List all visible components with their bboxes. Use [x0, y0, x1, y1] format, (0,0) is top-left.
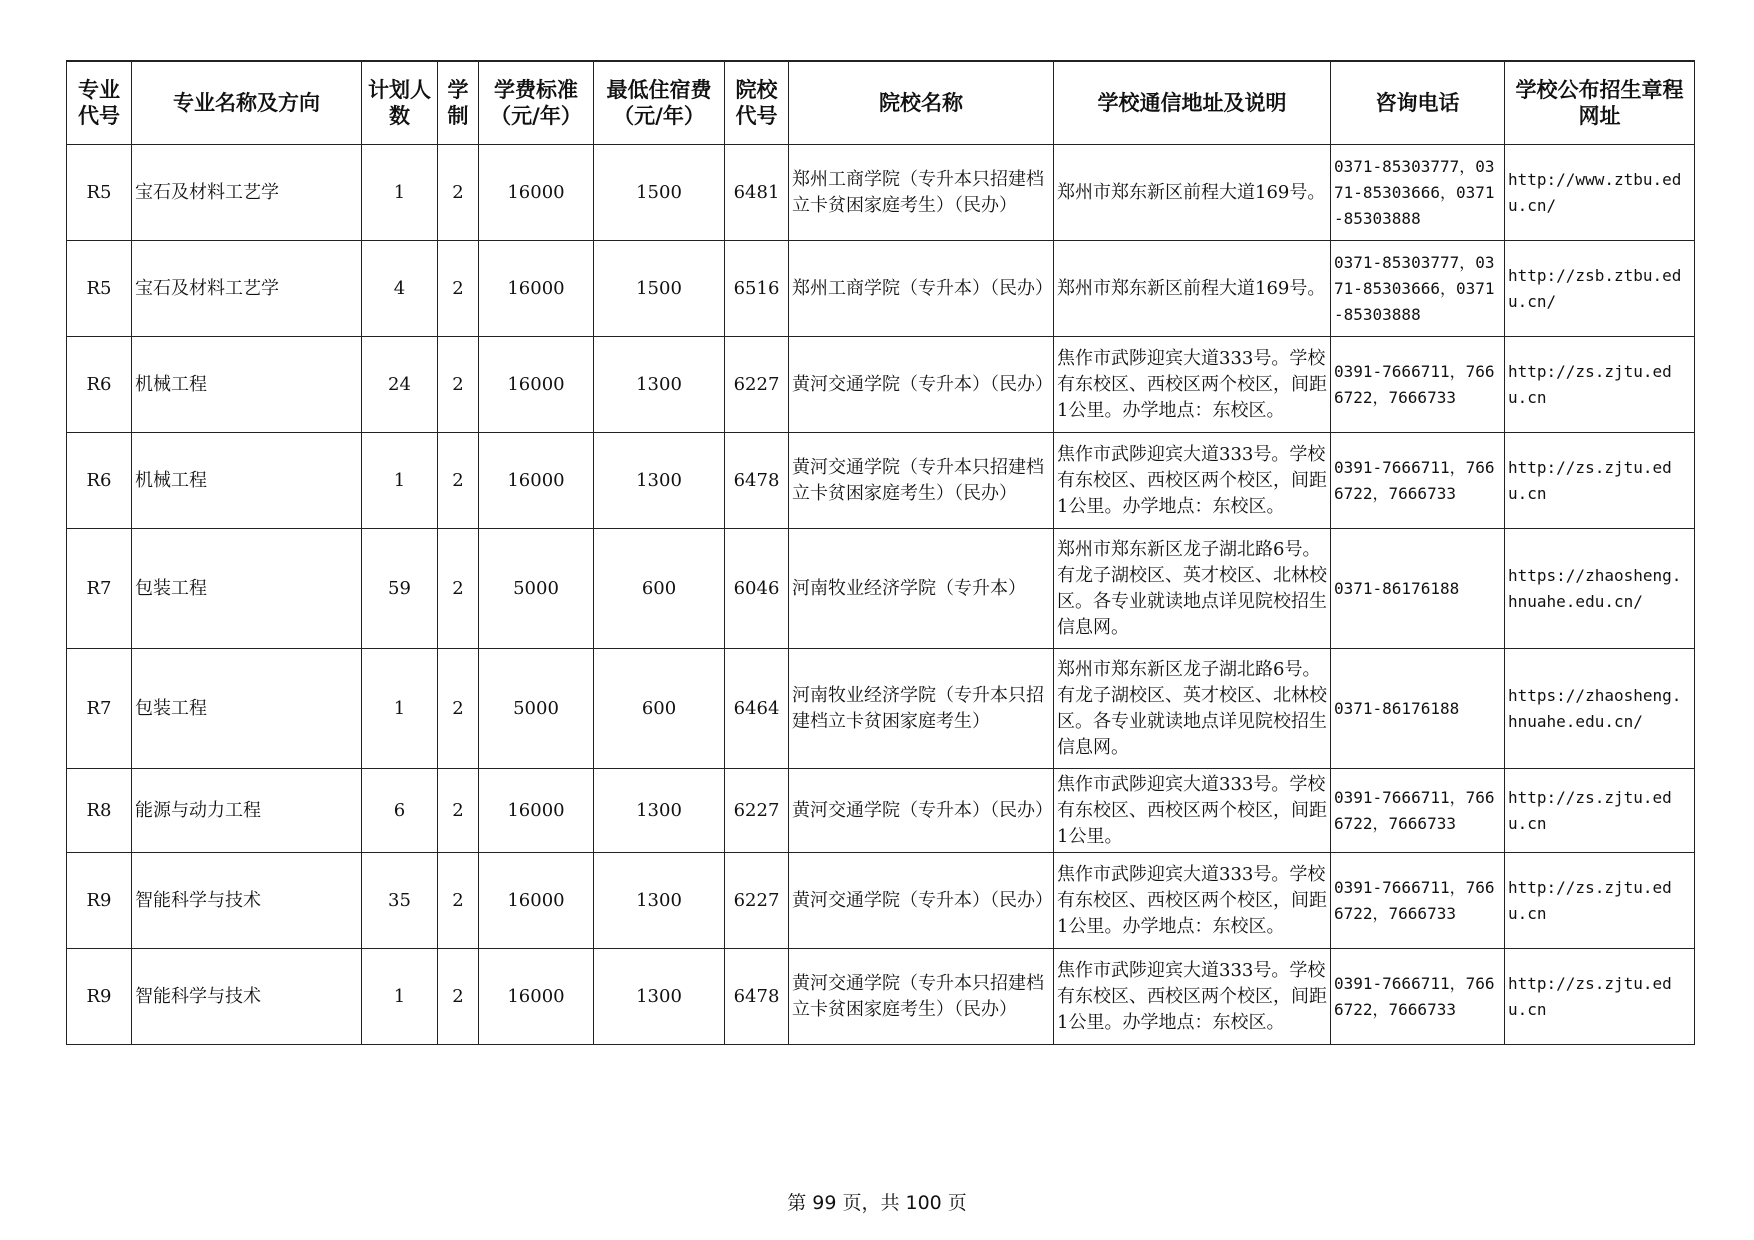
table-row: [67, 769, 1695, 853]
table-row: [67, 337, 1695, 433]
cell-website[interactable]: https://zhaosheng.hnuahe.edu.cn/: [1505, 649, 1695, 769]
cell-school-code: 6046: [725, 529, 789, 649]
cell-phone: 0371-86176188: [1331, 649, 1505, 769]
cell-phone: 0391-7666711，7666722，7666733: [1331, 433, 1505, 529]
table-row: [67, 433, 1695, 529]
cell-phone: 0371-85303777，0371-85303666，0371-85303888: [1331, 241, 1505, 337]
cell-plan-count: 1: [362, 949, 438, 1045]
cell-tuition: 16000: [479, 769, 594, 853]
cell-tuition: 16000: [479, 145, 594, 241]
header-major-name: 专业名称及方向: [132, 61, 362, 145]
cell-tuition: 16000: [479, 337, 594, 433]
page-number: 第 99 页，共 100 页: [787, 1192, 967, 1214]
header-tuition: 学费标准（元/年）: [479, 61, 594, 145]
cell-school-name: 郑州工商学院（专升本只招建档立卡贫困家庭考生）（民办）: [789, 145, 1054, 241]
cell-major-name: 能源与动力工程: [132, 769, 362, 853]
header-accommodation-fee: 最低住宿费（元/年）: [594, 61, 725, 145]
cell-phone: 0391-7666711，7666722，7666733: [1331, 853, 1505, 949]
cell-major-code: R5: [67, 145, 132, 241]
cell-tuition: 16000: [479, 241, 594, 337]
table-row: [67, 529, 1695, 649]
cell-phone: 0371-86176188: [1331, 529, 1505, 649]
header-school-code: 院校代号: [725, 61, 789, 145]
cell-website[interactable]: https://zhaosheng.hnuahe.edu.cn/: [1505, 529, 1695, 649]
cell-address: 焦作市武陟迎宾大道333号。学校有东校区、西校区两个校区，间距1公里。办学地点：东校区。: [1054, 433, 1331, 529]
cell-major-code: R6: [67, 433, 132, 529]
cell-plan-count: 24: [362, 337, 438, 433]
cell-accommodation-fee: 1300: [594, 949, 725, 1045]
cell-school-name: 黄河交通学院（专升本）（民办）: [789, 769, 1054, 853]
header-phone: 咨询电话: [1331, 61, 1505, 145]
header-plan-count: 计划人数: [362, 61, 438, 145]
header-school-name: 院校名称: [789, 61, 1054, 145]
cell-major-name: 宝石及材料工艺学: [132, 241, 362, 337]
cell-major-name: 包装工程: [132, 649, 362, 769]
cell-phone: 0391-7666711，7666722，7666733: [1331, 949, 1505, 1045]
cell-major-name: 智能科学与技术: [132, 853, 362, 949]
header-website: 学校公布招生章程网址: [1505, 61, 1695, 145]
cell-website[interactable]: http://zs.zjtu.edu.cn: [1505, 949, 1695, 1045]
cell-accommodation-fee: 600: [594, 529, 725, 649]
cell-school-code: 6227: [725, 853, 789, 949]
cell-major-code: R5: [67, 241, 132, 337]
cell-accommodation-fee: 1300: [594, 769, 725, 853]
cell-website[interactable]: http://zs.zjtu.edu.cn: [1505, 433, 1695, 529]
cell-major-code: R6: [67, 337, 132, 433]
cell-duration: 2: [438, 145, 479, 241]
table-header: [67, 61, 1695, 145]
cell-school-name: 河南牧业经济学院（专升本）: [789, 529, 1054, 649]
cell-school-code: 6478: [725, 433, 789, 529]
cell-plan-count: 59: [362, 529, 438, 649]
cell-duration: 2: [438, 337, 479, 433]
table-row: [67, 853, 1695, 949]
cell-accommodation-fee: 1300: [594, 337, 725, 433]
cell-duration: 2: [438, 949, 479, 1045]
table-row: [67, 949, 1695, 1045]
cell-plan-count: 1: [362, 145, 438, 241]
cell-major-code: R7: [67, 649, 132, 769]
cell-plan-count: 35: [362, 853, 438, 949]
cell-phone: 0371-85303777，0371-85303666，0371-85303888: [1331, 145, 1505, 241]
cell-school-name: 黄河交通学院（专升本）（民办）: [789, 337, 1054, 433]
table-body: [67, 145, 1695, 1045]
cell-major-name: 宝石及材料工艺学: [132, 145, 362, 241]
cell-accommodation-fee: 1300: [594, 853, 725, 949]
cell-major-name: 机械工程: [132, 337, 362, 433]
table-row: [67, 649, 1695, 769]
cell-address: 焦作市武陟迎宾大道333号。学校有东校区、西校区两个校区，间距1公里。办学地点：东校区。: [1054, 853, 1331, 949]
cell-accommodation-fee: 1500: [594, 241, 725, 337]
cell-tuition: 16000: [479, 853, 594, 949]
cell-address: 焦作市武陟迎宾大道333号。学校有东校区、西校区两个校区，间距1公里。: [1054, 769, 1331, 853]
cell-school-code: 6481: [725, 145, 789, 241]
cell-major-code: R9: [67, 949, 132, 1045]
cell-duration: 2: [438, 433, 479, 529]
table-row: [67, 145, 1695, 241]
cell-phone: 0391-7666711，7666722，7666733: [1331, 769, 1505, 853]
cell-tuition: 16000: [479, 433, 594, 529]
cell-website[interactable]: http://zsb.ztbu.edu.cn/: [1505, 241, 1695, 337]
cell-website[interactable]: http://www.ztbu.edu.cn/: [1505, 145, 1695, 241]
cell-address: 郑州市郑东新区前程大道169号。: [1054, 145, 1331, 241]
cell-phone: 0391-7666711，7666722，7666733: [1331, 337, 1505, 433]
header-row: [67, 61, 1695, 145]
cell-duration: 2: [438, 649, 479, 769]
cell-accommodation-fee: 1500: [594, 145, 725, 241]
cell-school-name: 河南牧业经济学院（专升本只招建档立卡贫困家庭考生）: [789, 649, 1054, 769]
cell-tuition: 5000: [479, 529, 594, 649]
admissions-table: [66, 60, 1695, 1045]
cell-school-name: 黄河交通学院（专升本只招建档立卡贫困家庭考生）（民办）: [789, 949, 1054, 1045]
cell-major-code: R8: [67, 769, 132, 853]
header-address: 学校通信地址及说明: [1054, 61, 1331, 145]
cell-plan-count: 4: [362, 241, 438, 337]
cell-school-name: 黄河交通学院（专升本只招建档立卡贫困家庭考生）（民办）: [789, 433, 1054, 529]
cell-school-code: 6227: [725, 337, 789, 433]
cell-duration: 2: [438, 769, 479, 853]
cell-major-code: R7: [67, 529, 132, 649]
cell-website[interactable]: http://zs.zjtu.edu.cn: [1505, 853, 1695, 949]
cell-major-name: 机械工程: [132, 433, 362, 529]
cell-address: 焦作市武陟迎宾大道333号。学校有东校区、西校区两个校区，间距1公里。办学地点：东校区。: [1054, 949, 1331, 1045]
cell-major-name: 智能科学与技术: [132, 949, 362, 1045]
cell-major-name: 包装工程: [132, 529, 362, 649]
cell-address: 郑州市郑东新区龙子湖北路6号。有龙子湖校区、英才校区、北林校区。各专业就读地点详见院校招生信息网。: [1054, 529, 1331, 649]
cell-plan-count: 1: [362, 433, 438, 529]
cell-duration: 2: [438, 529, 479, 649]
cell-address: 郑州市郑东新区龙子湖北路6号。有龙子湖校区、英才校区、北林校区。各专业就读地点详见院校招生信息网。: [1054, 649, 1331, 769]
cell-plan-count: 6: [362, 769, 438, 853]
cell-accommodation-fee: 1300: [594, 433, 725, 529]
cell-duration: 2: [438, 241, 479, 337]
cell-school-code: 6478: [725, 949, 789, 1045]
header-duration: 学制: [438, 61, 479, 145]
cell-plan-count: 1: [362, 649, 438, 769]
cell-address: 郑州市郑东新区前程大道169号。: [1054, 241, 1331, 337]
table-row: [67, 241, 1695, 337]
cell-address: 焦作市武陟迎宾大道333号。学校有东校区、西校区两个校区，间距1公里。办学地点：东校区。: [1054, 337, 1331, 433]
cell-school-code: 6464: [725, 649, 789, 769]
cell-tuition: 16000: [479, 949, 594, 1045]
cell-school-code: 6227: [725, 769, 789, 853]
header-major-code: 专业代号: [67, 61, 132, 145]
cell-website[interactable]: http://zs.zjtu.edu.cn: [1505, 769, 1695, 853]
cell-duration: 2: [438, 853, 479, 949]
cell-major-code: R9: [67, 853, 132, 949]
cell-school-name: 郑州工商学院（专升本）（民办）: [789, 241, 1054, 337]
cell-school-code: 6516: [725, 241, 789, 337]
cell-school-name: 黄河交通学院（专升本）（民办）: [789, 853, 1054, 949]
cell-tuition: 5000: [479, 649, 594, 769]
cell-website[interactable]: http://zs.zjtu.edu.cn: [1505, 337, 1695, 433]
cell-accommodation-fee: 600: [594, 649, 725, 769]
